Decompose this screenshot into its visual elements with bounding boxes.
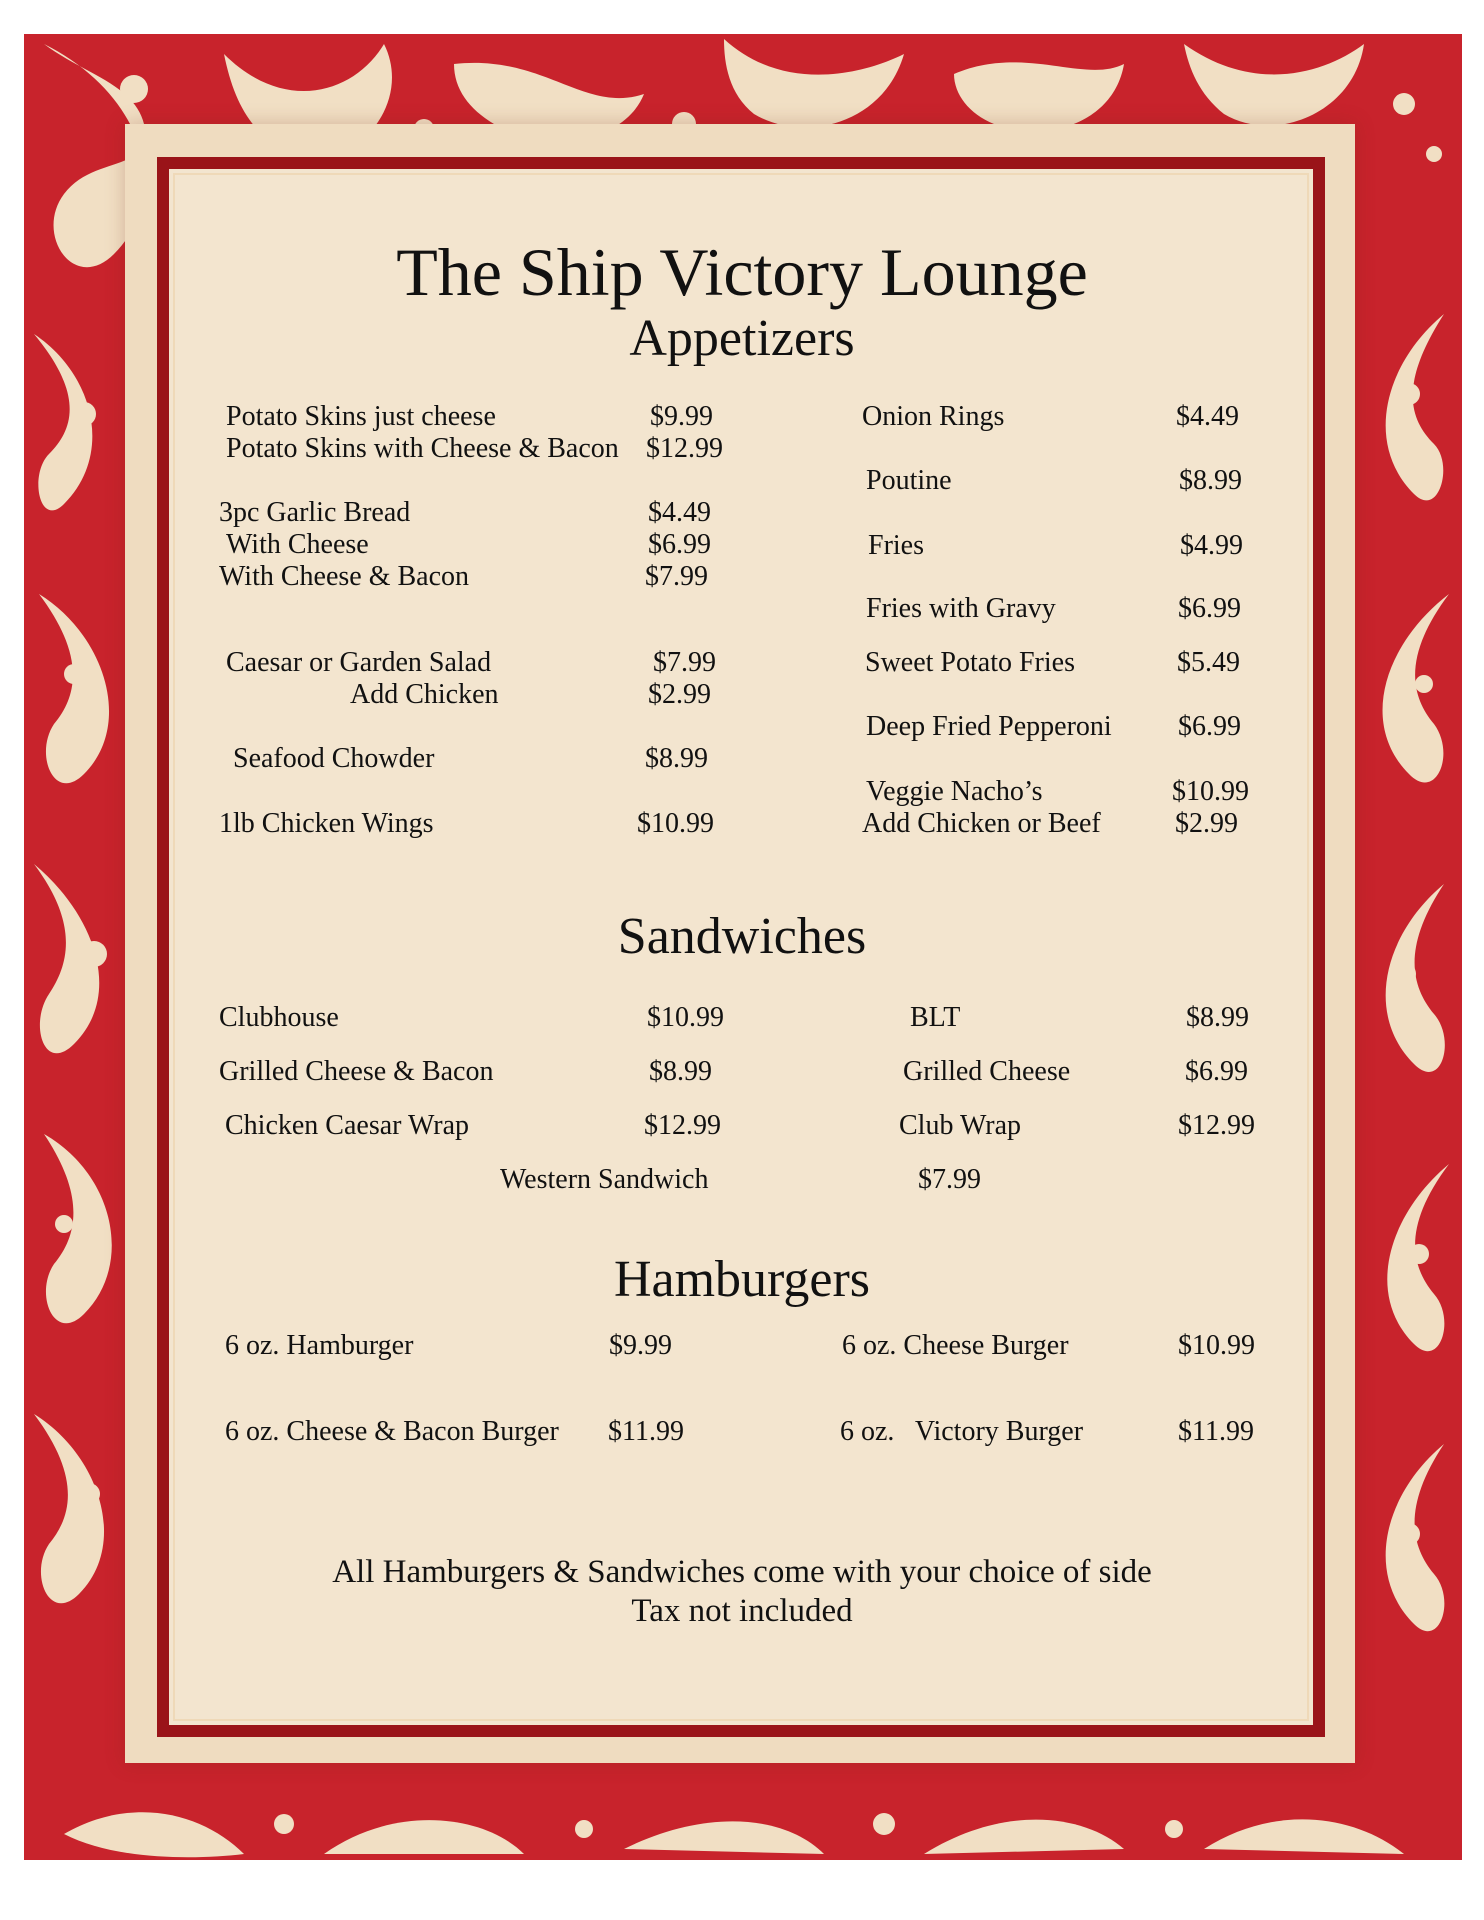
sandwich-item-price: $7.99 (918, 1164, 981, 1195)
sandwich-item-name: Club Wrap (899, 1110, 1022, 1141)
hamburger-item-price: $10.99 (1178, 1330, 1255, 1361)
sandwich-item-price: $8.99 (649, 1056, 712, 1087)
sandwich-item-name: Chicken Caesar Wrap (225, 1110, 470, 1141)
appetizer-item-price: $2.99 (1175, 808, 1238, 839)
sandwich-item-price: $8.99 (1186, 1002, 1249, 1033)
appetizer-item-price: $6.99 (1178, 711, 1241, 742)
appetizer-item-price: $4.49 (1176, 401, 1239, 432)
appetizer-item-price: $6.99 (648, 529, 711, 560)
hamburgers-heading: Hamburgers (613, 1251, 871, 1308)
appetizer-item-price: $7.99 (653, 647, 716, 678)
sandwich-item-name: Grilled Cheese & Bacon (219, 1056, 494, 1087)
footer-note: All Hamburgers & Sandwiches come with your choice of side (332, 1554, 1152, 1590)
appetizer-item-name: Add Chicken or Beef (862, 808, 1101, 839)
hamburger-item-price: $11.99 (608, 1416, 684, 1447)
appetizer-item-name: Caesar or Garden Salad (226, 647, 492, 678)
hamburger-item-name: 6 oz. Cheese & Bacon Burger (225, 1416, 559, 1447)
appetizer-item-name: Add Chicken (350, 679, 499, 710)
appetizer-item-price: $10.99 (1172, 776, 1249, 807)
tax-note: Tax not included (631, 1593, 853, 1629)
hamburger-item-price: $11.99 (1178, 1416, 1254, 1447)
hamburger-item-name: 6 oz. Cheese Burger (842, 1330, 1069, 1361)
sandwich-item-name: Clubhouse (219, 1002, 339, 1033)
appetizer-item-name: Seafood Chowder (233, 743, 435, 774)
hamburger-item-price: $9.99 (609, 1330, 672, 1361)
appetizer-item-name: Sweet Potato Fries (865, 647, 1075, 678)
appetizer-item-name: Onion Rings (862, 401, 1005, 432)
appetizer-item-price: $5.49 (1177, 647, 1240, 678)
appetizer-item-name: With Cheese (226, 529, 369, 560)
appetizer-item-name: Potato Skins with Cheese & Bacon (226, 433, 619, 464)
sandwich-item-price: $12.99 (644, 1110, 721, 1141)
sandwich-item-price: $12.99 (1178, 1110, 1255, 1141)
sandwich-item-price: $10.99 (647, 1002, 724, 1033)
appetizer-item-name: 3pc Garlic Bread (219, 497, 411, 528)
appetizer-item-name: 1lb Chicken Wings (219, 808, 434, 839)
sandwiches-heading: Sandwiches (617, 908, 867, 965)
sandwich-item-price: $6.99 (1185, 1056, 1248, 1087)
sandwich-item-name: BLT (910, 1002, 961, 1033)
appetizer-item-price: $12.99 (646, 433, 723, 464)
appetizer-item-name: Veggie Nacho’s (866, 776, 1043, 807)
appetizer-item-name: Deep Fried Pepperoni (866, 711, 1112, 742)
appetizer-item-name: Fries (868, 530, 924, 561)
appetizer-item-price: $4.49 (648, 497, 711, 528)
appetizer-item-price: $10.99 (637, 808, 714, 839)
appetizer-item-name: Potato Skins just cheese (226, 401, 496, 432)
appetizer-item-name: Fries with Gravy (866, 593, 1056, 624)
appetizers-heading: Appetizers (629, 310, 855, 367)
sandwich-item-name: Grilled Cheese (903, 1056, 1071, 1087)
appetizer-item-price: $8.99 (645, 743, 708, 774)
appetizer-item-price: $9.99 (650, 401, 713, 432)
hamburger-item-name: 6 oz. Hamburger (225, 1330, 414, 1361)
menu-title: The Ship Victory Lounge (396, 234, 1088, 310)
appetizer-item-price: $8.99 (1179, 465, 1242, 496)
hamburger-item-name: 6 oz. Victory Burger (840, 1416, 1084, 1447)
appetizer-item-price: $2.99 (648, 679, 711, 710)
appetizer-item-name: With Cheese & Bacon (219, 561, 470, 592)
appetizer-item-price: $7.99 (645, 561, 708, 592)
appetizer-item-price: $4.99 (1180, 530, 1243, 561)
appetizer-item-price: $6.99 (1178, 593, 1241, 624)
appetizer-item-name: Poutine (866, 465, 952, 496)
sandwich-item-name: Western Sandwich (500, 1164, 709, 1195)
